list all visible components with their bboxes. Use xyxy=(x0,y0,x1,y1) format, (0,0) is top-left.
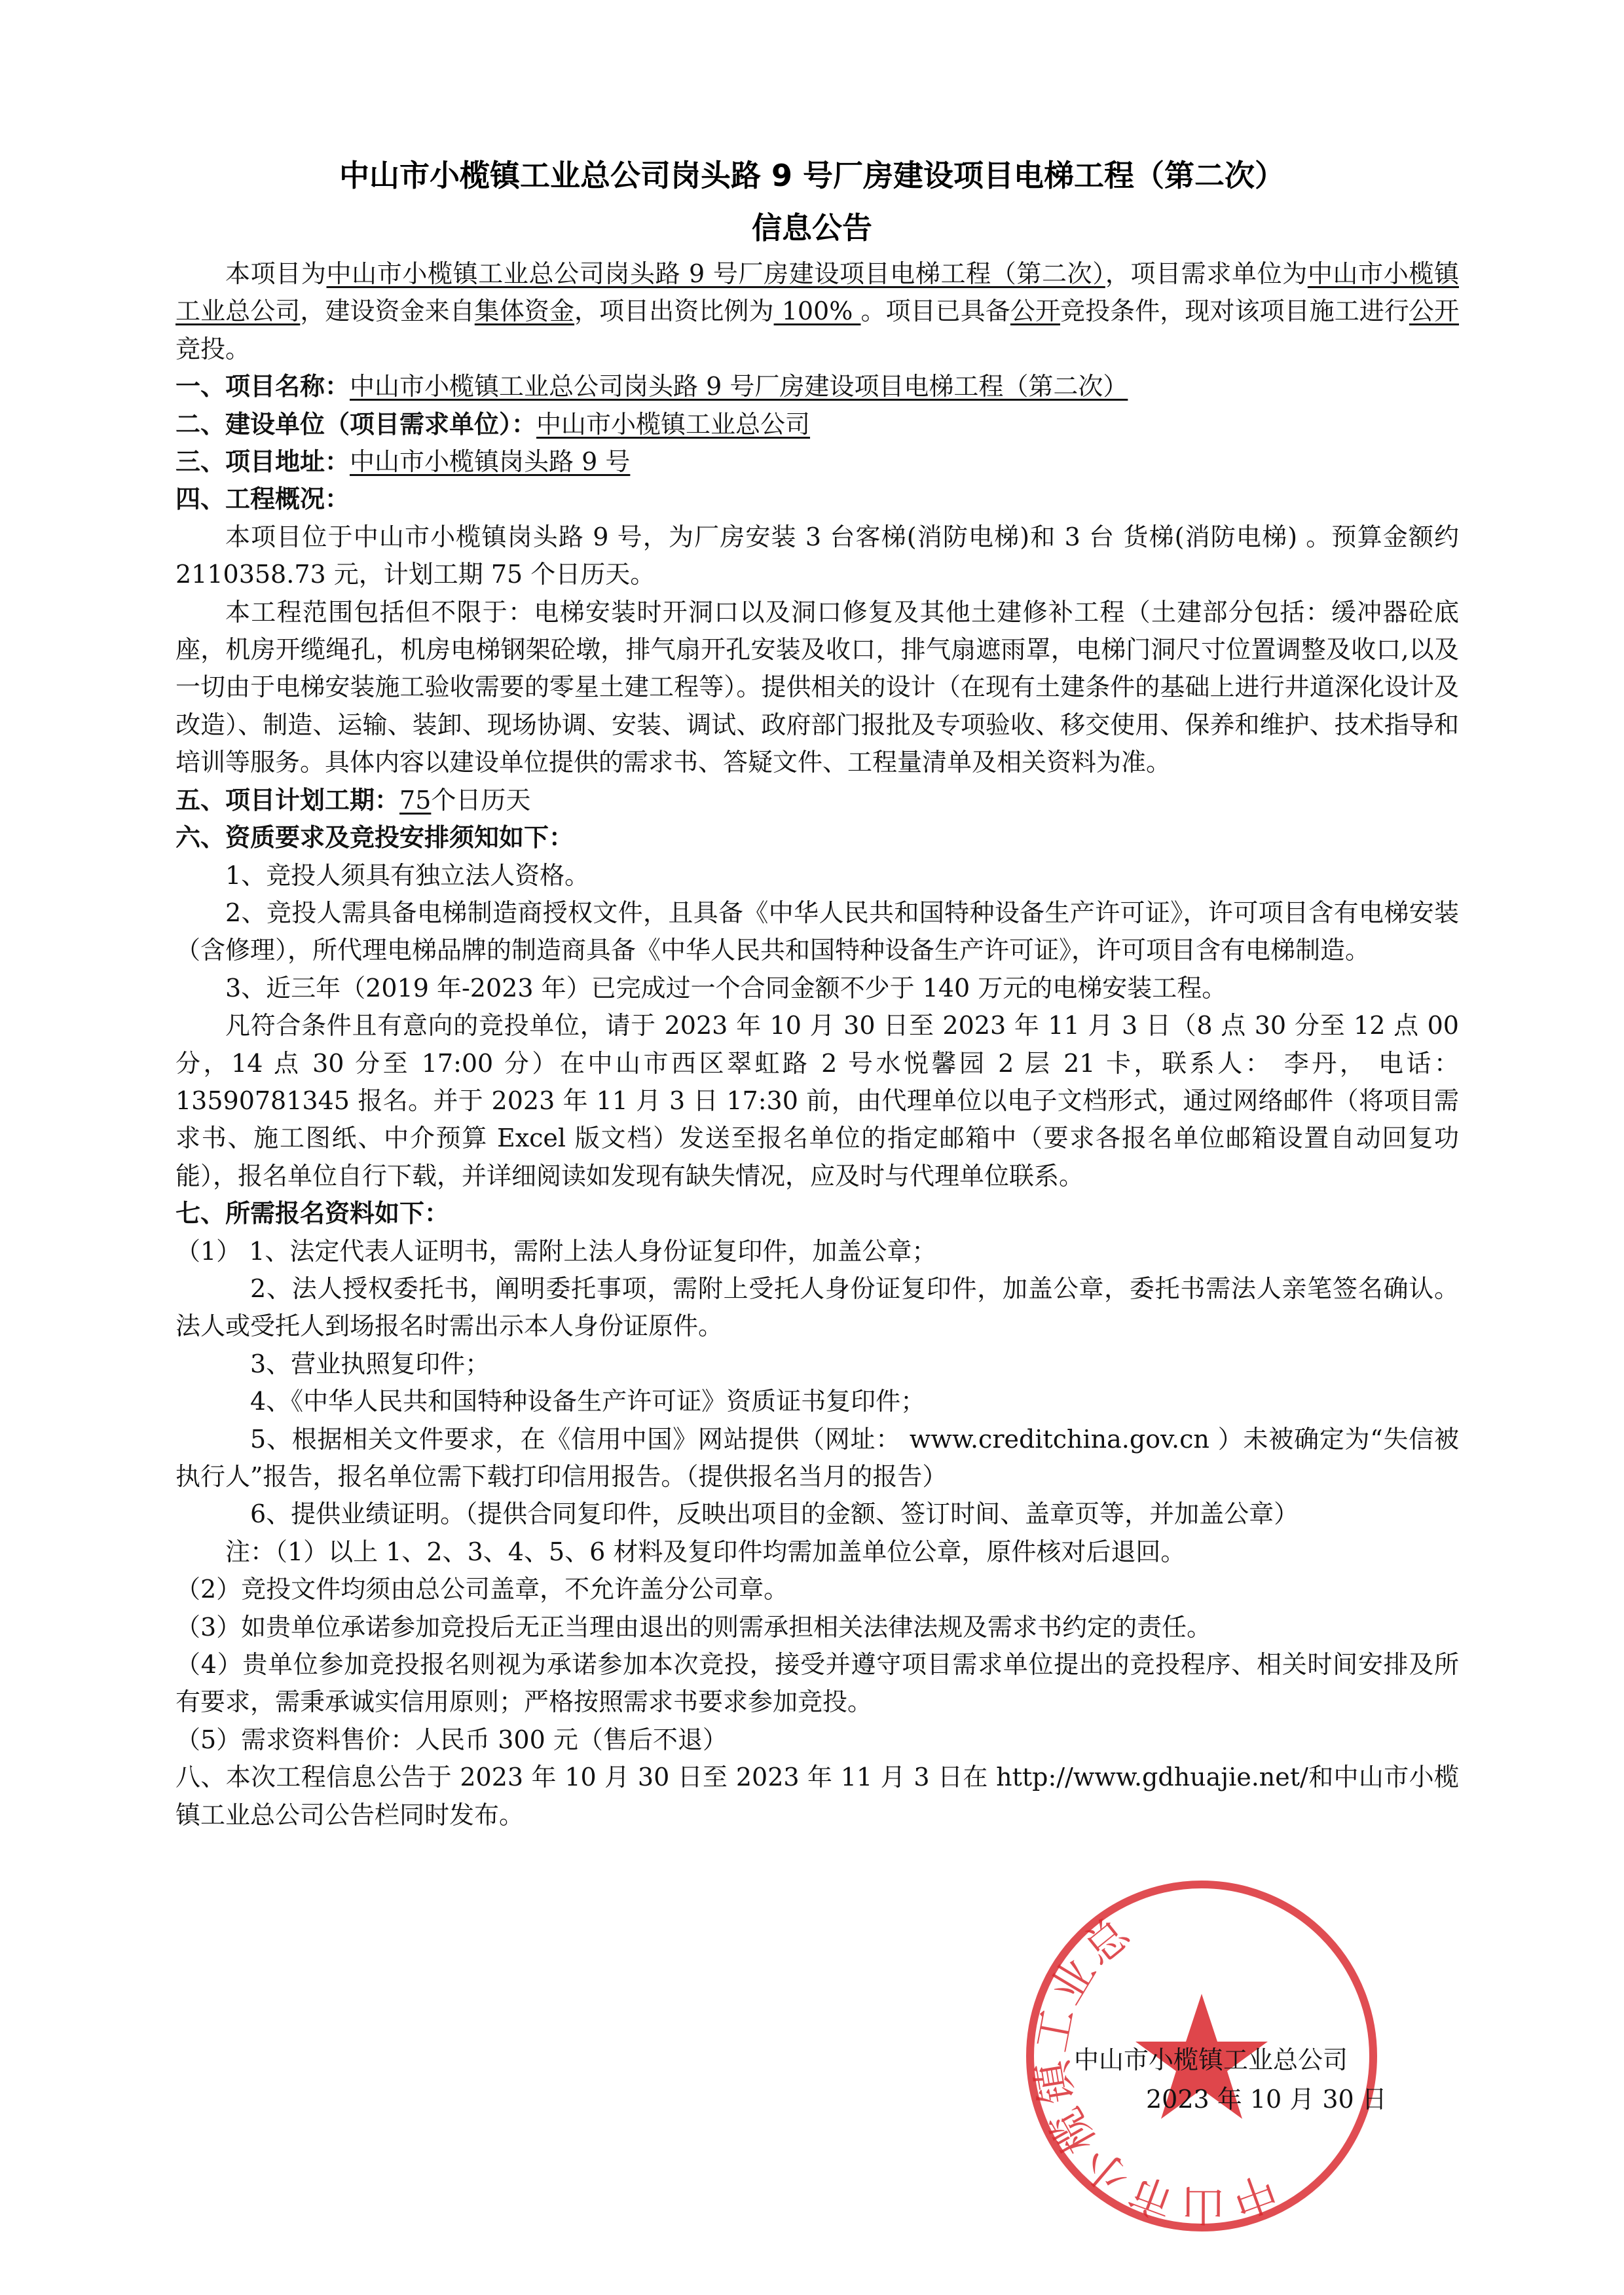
note-item: （3）如贵单位承诺参加竞投后无正当理由退出的则需承担相关法律法规及需求书约定的责任。 xyxy=(175,1612,1212,1642)
section-heading: 一、项目名称： xyxy=(175,372,350,401)
material-item: 2、法人授权委托书，阐明委托事项，需附上受托人身份证复印件，加盖公章，委托书需法人亲笔签名确认。法人或受托人到场报名时需出示本人身份证原件。 xyxy=(175,1274,1459,1341)
fund-source: 集体资金 xyxy=(474,297,575,326)
section-7-heading: 七、所需报名资料如下： xyxy=(175,1199,450,1228)
page-subtitle: 信息公告 xyxy=(752,210,872,246)
note-item: （5）需求资料售价：人民币 300 元（售后不退） xyxy=(175,1725,728,1754)
project-name: 中山市小榄镇工业总公司岗头路 9 号厂房建设项目电梯工程（第二次） xyxy=(350,372,1128,401)
scope-paragraph: 本工程范围包括但不限于：电梯安装时开洞口以及洞口修复及其他土建修补工程（土建部分包括：缓冲器砼底座，机房开缆绳孔，机房电梯钢架砼墩，排气扇开孔安装及收口，排气扇遮雨罩，电梯门洞尺寸位置调整及收口,以及一切由于电梯安装施工验收需要的零星土建工程等）。提供相关的设计（在现有土建条件的基础上进行井道深化设计及改造）、制造、运输、装卸、现场协调、安装、调试、政府部门报批及专项验收、移交使用、保养和维护、技术指导和培训等服务。具体内容以建设单位提供的需求书、答疑文件、工程量清单及相关资料为准。 xyxy=(175,597,1459,777)
seal-text: 中山市小榄镇工业总公司 xyxy=(1025,1905,1283,2231)
section-heading: 三、项目地址： xyxy=(175,447,350,477)
section-1 xyxy=(175,368,1459,405)
overview-paragraph: 本项目位于中山市小榄镇岗头路 9 号，为厂房安装 3 台客梯(消防电梯)和 3 台 货梯(消防电梯) 。预算金额约 2110358.73 元，计划工期 75 个日历天。 xyxy=(175,522,1459,589)
material-item: 4、《中华人民共和国特种设备生产许可证》资质证书复印件； xyxy=(250,1387,926,1416)
page-title: 中山市小榄镇工业总公司岗头路 9 号厂房建设项目电梯工程（第二次） xyxy=(339,158,1285,193)
registration-paragraph: 凡符合条件且有意向的竞投单位，请于 2023 年 10 月 30 日至 2023 年 11 月 3 日（8 点 30 分至 12 点 00 分，14 点 30 分至 17:00 分）在中山市西区翠虹路 2 号水悦馨园 2 层 21 卡，联系人： 李丹， 电话：13590781345 报名。并于 2023 年 11 月 3 日 17:30 前，由代理单位以电子文档形式，通过网络邮件（将项目需求书、施工图纸、中介预算 Excel 版文档）发送至报名单位的指定邮箱中（要求各报名单位邮箱设置自动回复功能），报名单位自行下载，并详细阅读如发现有缺失情况，应及时与代理单位联系。 xyxy=(175,1011,1459,1190)
material-item: 6、提供业绩证明。（提供合同复印件，反映出项目的金额、签订时间、盖章页等，并加盖公章） xyxy=(250,1499,1299,1529)
intro-paragraph: 本项目为中山市小榄镇工业总公司岗头路 9 号厂房建设项目电梯工程（第二次），项目需求单位为中山市小榄镇工业总公司，建设资金来自集体资金，项目出资比例为 100% 。项目已具备公开竞投条件，现对该项目施工进行公开竞投。 xyxy=(175,259,1459,363)
material-item: 5、根据相关文件要求，在《信用中国》网站提供（网址： www.creditchina.gov.cn ）未被确定为“失信被执行人”报告，报名单位需下载打印信用报告。（提供报名当月的报告） xyxy=(175,1424,1459,1491)
note-item: 注：（1）以上 1、2、3、4、5、6 材料及复印件均需加盖单位公章，原件核对后退回。 xyxy=(225,1537,1186,1566)
signature-org: 中山市小榄镇工业总公司 xyxy=(1074,2046,1348,2074)
note-item: （2）竞投文件均须由总公司盖章，不允许盖分公司章。 xyxy=(175,1575,789,1604)
project-name-inline: 中山市小榄镇工业总公司岗头路 9 号厂房建设项目电梯工程（第二次） xyxy=(326,259,1105,288)
signature-date: 2023 年 10 月 30 日 xyxy=(1146,2085,1387,2114)
requirement-item: 2、竞投人需具备电梯制造商授权文件，且具备《中华人民共和国特种设备生产许可证》，许可项目含有电梯安装（含修理），所代理电梯品牌的制造商具备《中华人民共和国特种设备生产许可证》，许可项目含有电梯制造。 xyxy=(175,898,1459,965)
requirement-item: 3、近三年（2019 年-2023 年）已完成过一个合同金额不少于 140 万元的电梯安装工程。 xyxy=(225,973,1227,1002)
section-6-heading: 六、资质要求及竞投安排须知如下： xyxy=(175,823,574,853)
material-item: 3、营业执照复印件； xyxy=(250,1349,490,1378)
section-8: 八、本次工程信息公告于 2023 年 10 月 30 日至 2023 年 11 月 3 日在 http://www.gdhuajie.net/和中山市小榄镇工业总公司公告栏同时发布。 xyxy=(175,1763,1459,1829)
section-4-heading: 四、工程概况： xyxy=(175,485,350,514)
owner-inline: 中山市小榄镇工业总公司 xyxy=(175,259,1459,326)
section-5: 五、项目计划工期：75个日历天 xyxy=(175,785,531,815)
material-item: （1） 1、法定代表人证明书，需附上法人身份证复印件，加盖公章； xyxy=(175,1236,937,1266)
funding-ratio: 100% xyxy=(773,297,861,326)
section-heading: 二、建设单位（项目需求单位）： xyxy=(175,409,537,439)
section-2 xyxy=(175,406,1459,443)
notice-body xyxy=(175,255,1459,1834)
project-address: 中山市小榄镇岗头路 9 号 xyxy=(350,447,631,477)
section-3 xyxy=(175,443,1459,481)
duration-days: 75 xyxy=(399,785,432,815)
note-item: （4）贵单位参加竞投报名则视为承诺参加本次竞投，接受并遵守项目需求单位提出的竞投程序、相关时间安排及所有要求，需秉承诚实信用原则；严格按照需求书要求参加竞投。 xyxy=(175,1650,1459,1717)
requirement-item: 1、竞投人须具有独立法人资格。 xyxy=(225,860,590,890)
owner-name: 中山市小榄镇工业总公司 xyxy=(536,409,811,439)
section-heading: 五、项目计划工期： xyxy=(175,785,400,815)
